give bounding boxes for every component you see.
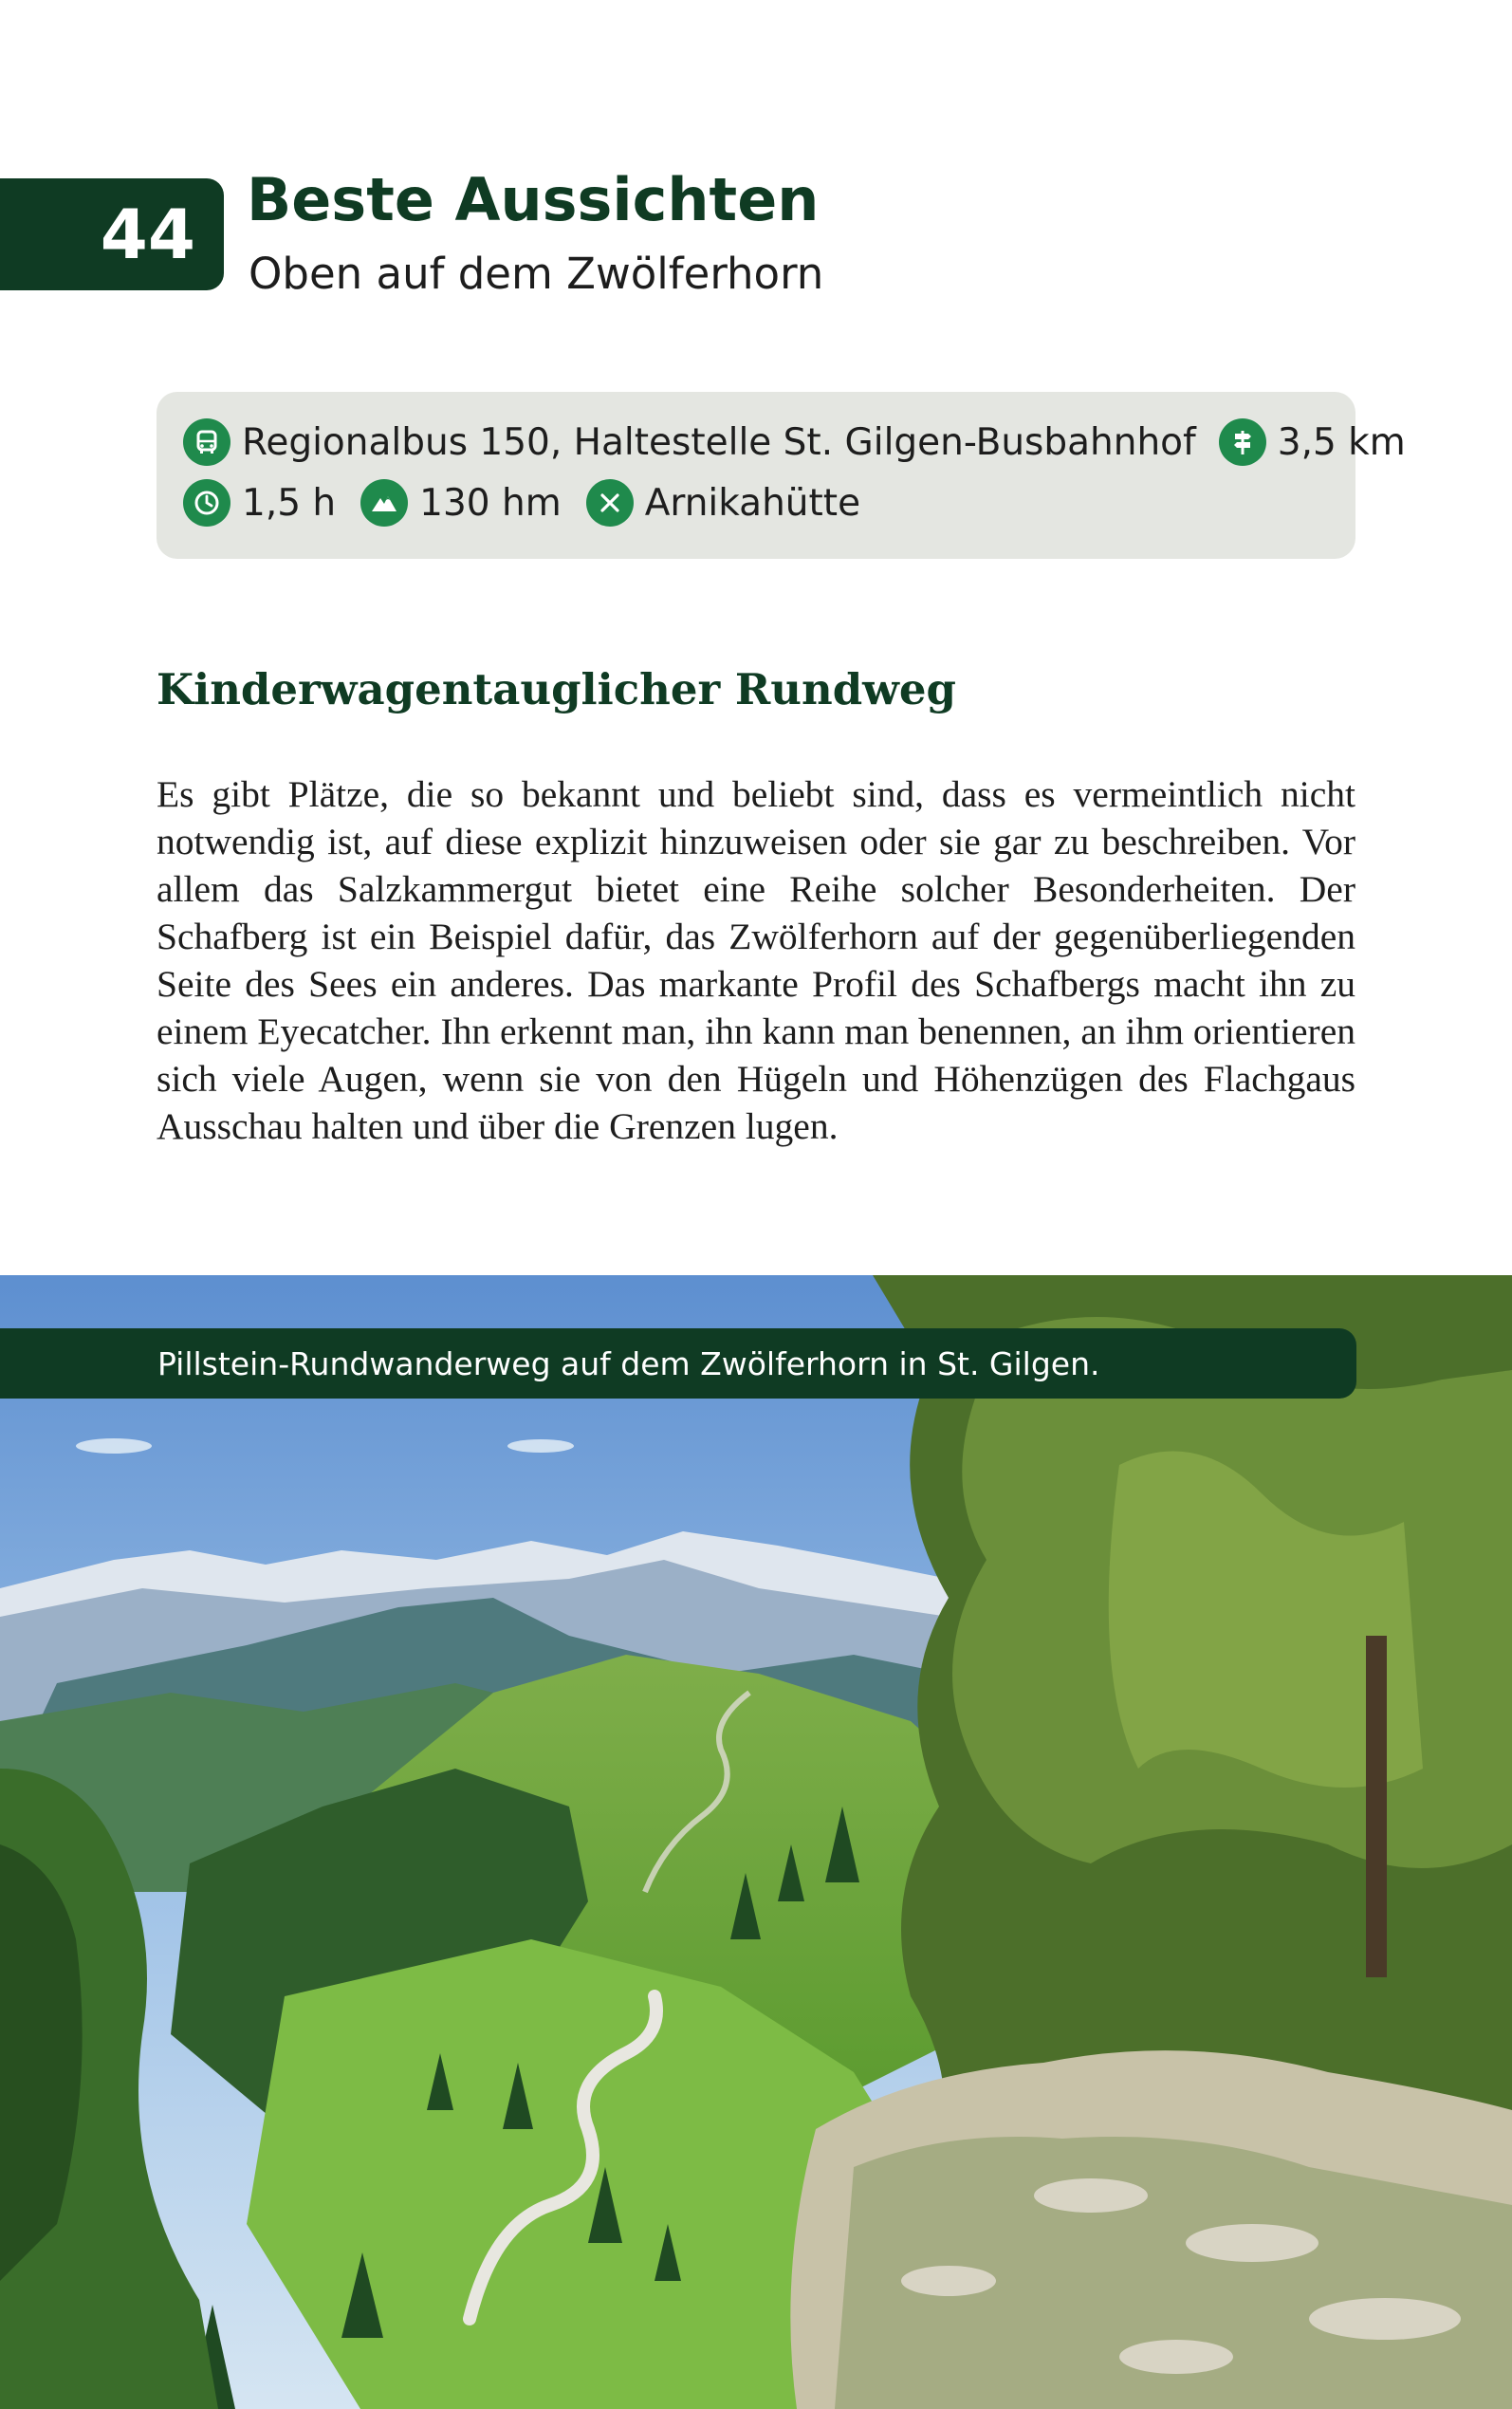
distance-text: 3,5 km	[1277, 420, 1406, 464]
transport-text: Regionalbus 150, Haltestelle St. Gilgen-Busbahnhof	[242, 420, 1196, 464]
landscape-photo	[0, 1275, 1512, 2409]
elevation-text: 130 hm	[419, 481, 562, 525]
signpost-icon	[1219, 418, 1266, 466]
tour-number-badge	[0, 178, 224, 290]
clock-icon	[183, 479, 230, 527]
mountain-icon	[360, 479, 408, 527]
info-row-stats	[183, 479, 860, 527]
bus-icon	[183, 418, 230, 466]
info-row-transport	[183, 418, 1406, 466]
tour-info-box	[157, 392, 1406, 559]
tour-subtitle: Oben auf dem Zwölferhorn	[249, 249, 824, 299]
photo-caption: Pillstein-Rundwanderweg auf dem Zwölferhorn in St. Gilgen.	[0, 1328, 1356, 1399]
tour-title: Beste Aussichten	[247, 165, 820, 234]
duration-text: 1,5 h	[242, 481, 337, 525]
hut-text: Arnikahütte	[644, 481, 861, 525]
section-heading: Kinderwagentauglicher Rundweg	[157, 664, 957, 714]
fork-knife-icon	[586, 479, 634, 527]
body-paragraph: Es gibt Plätze, die so bekannt und beliebt sind, dass es vermeintlich nicht notwendig ist, auf diese explizit hinzuweisen oder sie gar zu beschreiben. Vor allem das Salzkammergut bietet eine Reihe solcher Besonderheiten. Der Schafberg ist ein Beispiel dafür, das Zwölferhorn auf der gegenüberliegenden Seite des Sees ein anderes. Das markante Profil des Schafbergs macht ihn zu einem Eyecatcher. Ihn erkennt man, ihn kann man benennen, an ihm orientieren sich viele Augen, wenn sie von den Hügeln und Höhenzügen des Flachgaus Ausschau halten und über die Grenzen lugen.	[157, 773, 1355, 1147]
tour-number: 44	[100, 195, 195, 274]
